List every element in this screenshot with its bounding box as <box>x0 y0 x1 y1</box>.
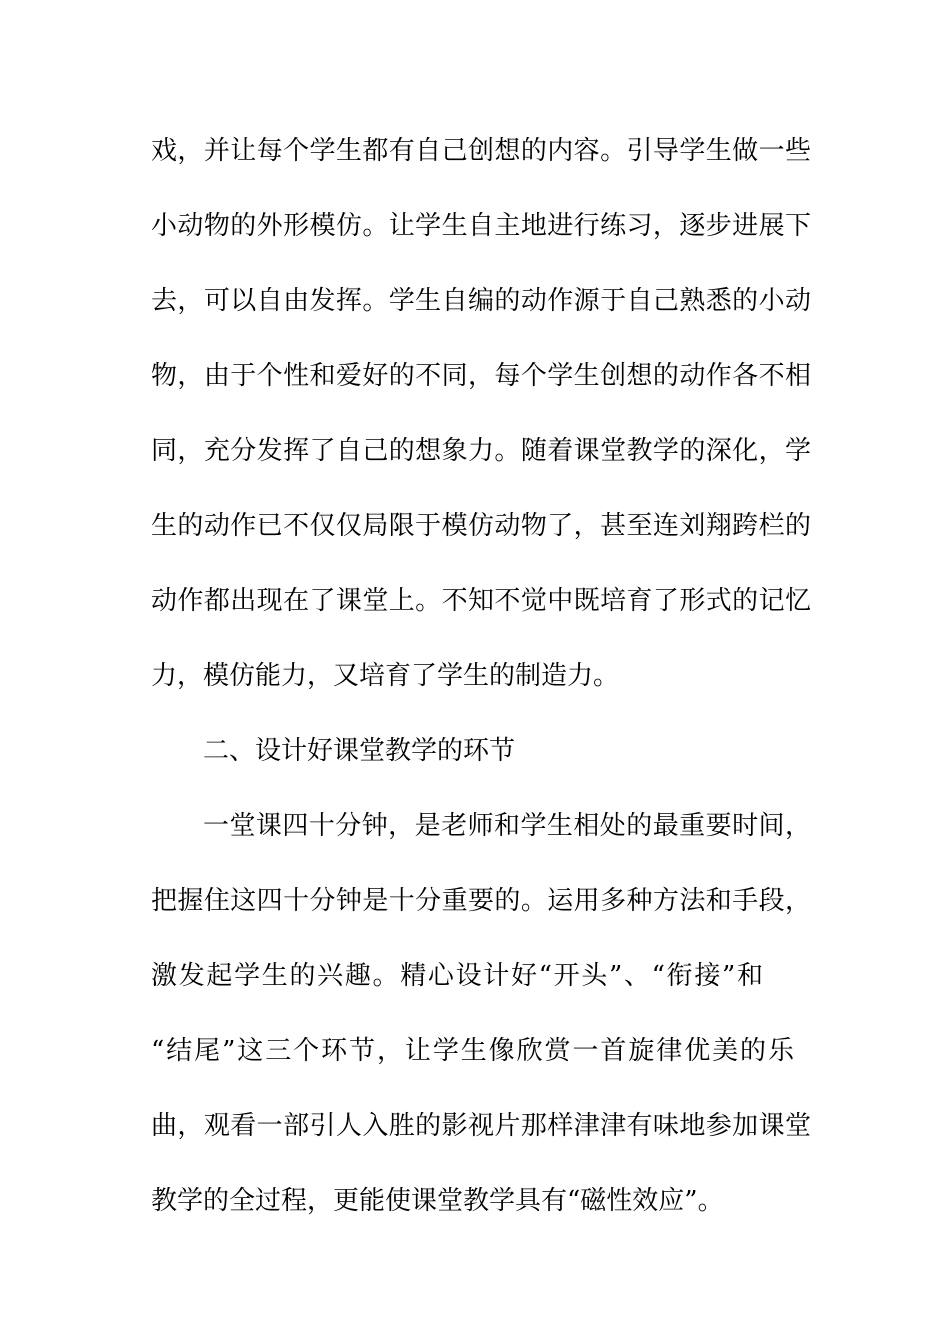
paragraph-line-9: 一堂课四十分钟，是老师和学生相处的最重要时间， <box>203 811 811 841</box>
section-heading: 二、设计好课堂教学的环节 <box>203 736 516 766</box>
paragraph-line-3: 去，可以自由发挥。学生自编的动作源于自己熟悉的小动 <box>151 286 811 316</box>
paragraph-line-8: 力，模仿能力，又培育了学生的制造力。 <box>151 661 620 691</box>
paragraph-line-1: 戏，并让每个学生都有自己创想的内容。引导学生做一些 <box>151 136 811 166</box>
paragraph-line-12: “结尾”这三个环节，让学生像欣赏一首旋律优美的乐 <box>151 1036 794 1066</box>
paragraph-line-11: 激发起学生的兴趣。精心设计好“开头”、“衔接”和 <box>151 961 763 991</box>
paragraph-line-7: 动作都出现在了课堂上。不知不觉中既培育了形式的记忆 <box>151 586 811 616</box>
paragraph-line-6: 生的动作已不仅仅局限于模仿动物了，甚至连刘翔跨栏的 <box>151 511 811 541</box>
paragraph-line-2: 小动物的外形模仿。让学生自主地进行练习，逐步进展下 <box>151 211 811 241</box>
paragraph-line-14: 教学的全过程，更能使课堂教学具有“磁性效应”。 <box>151 1186 724 1216</box>
paragraph-line-10: 把握住这四十分钟是十分重要的。运用多种方法和手段， <box>151 886 811 916</box>
paragraph-line-5: 同，充分发挥了自己的想象力。随着课堂教学的深化，学 <box>151 436 811 466</box>
paragraph-line-4: 物，由于个性和爱好的不同，每个学生创想的动作各不相 <box>151 361 811 391</box>
paragraph-line-13: 曲，观看一部引人入胜的影视片那样津津有味地参加课堂 <box>151 1111 811 1141</box>
